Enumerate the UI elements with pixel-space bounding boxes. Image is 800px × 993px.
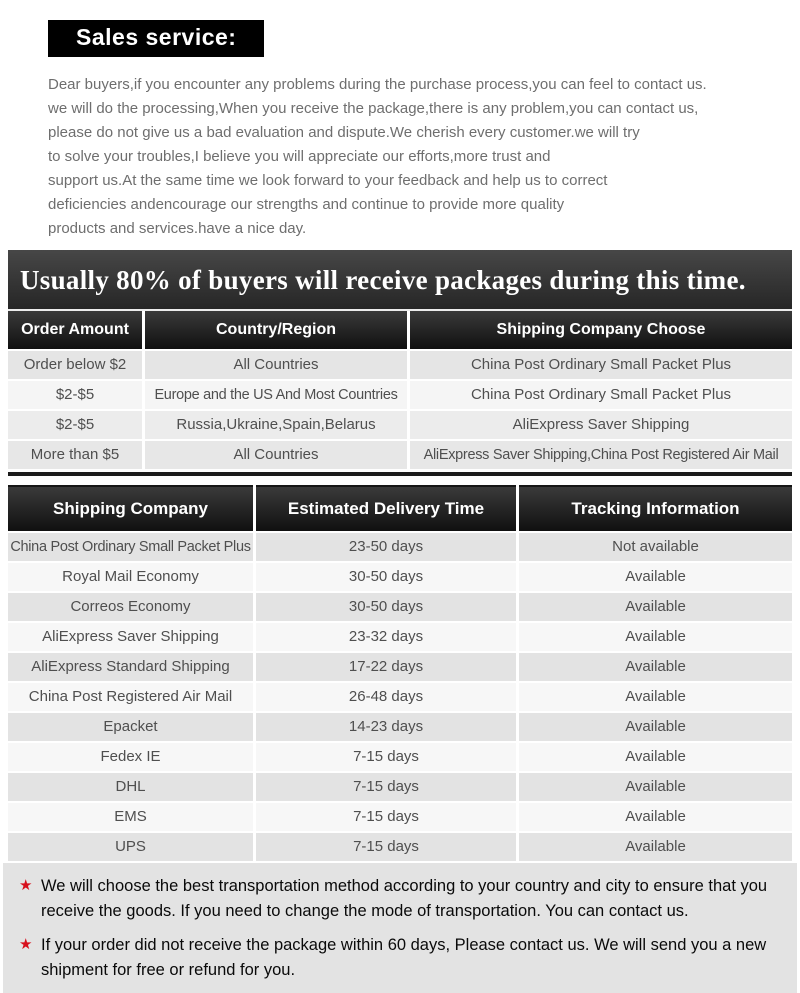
table-cell: Europe and the US And Most Countries [145, 381, 407, 409]
table-cell: Available [519, 773, 792, 801]
table-cell: 26-48 days [256, 683, 516, 711]
table-cell: 17-22 days [256, 653, 516, 681]
shipping-notes [3, 863, 797, 993]
intro-line: deficiencies andencourage our strengths and continue to provide more quality [48, 196, 565, 213]
intro-line: please do not give us a bad evaluation and dispute.We cherish every customer.we will try [48, 124, 640, 141]
table-cell: Royal Mail Economy [8, 563, 253, 591]
shipping-choice-table-header [8, 309, 792, 349]
table-cell: All Countries [145, 441, 407, 469]
table-row [8, 351, 792, 379]
table-cell: Available [519, 833, 792, 861]
table-cell: 30-50 days [256, 593, 516, 621]
table-row [8, 563, 792, 591]
table-cell: Available [519, 803, 792, 831]
table-cell: Available [519, 743, 792, 771]
table-cell: $2-$5 [8, 381, 142, 409]
table-cell: AliExpress Saver Shipping [8, 623, 253, 651]
table-cell: 7-15 days [256, 773, 516, 801]
column-header-tracking-information: Tracking Information [519, 485, 792, 531]
table-row [8, 441, 792, 469]
table-row [8, 381, 792, 409]
column-header-shipping-company-choose: Shipping Company Choose [410, 311, 792, 349]
star-icon: ★ [19, 877, 33, 894]
table-cell: China Post Registered Air Mail [8, 683, 253, 711]
table-row [8, 593, 792, 621]
table-cell: AliExpress Standard Shipping [8, 653, 253, 681]
table-cell: 23-32 days [256, 623, 516, 651]
table-cell: Available [519, 563, 792, 591]
table-row [8, 713, 792, 741]
table-row [8, 623, 792, 651]
delivery-time-table [8, 485, 792, 861]
table-row [8, 411, 792, 439]
table-cell: 7-15 days [256, 743, 516, 771]
shipping-choice-table-body [8, 351, 792, 469]
intro-line: support us.At the same time we look forward to your feedback and help us to correct [48, 172, 608, 189]
column-header-country-region: Country/Region [145, 311, 407, 349]
note-text: We will choose the best transportation method according to your country and city to ensure that you receive the goods. If you need to change the mode of transportation. You can contact us. [41, 877, 768, 920]
table-cell: China Post Ordinary Small Packet Plus [410, 351, 792, 379]
column-header-estimated-delivery-time: Estimated Delivery Time [256, 485, 516, 531]
table-cell: AliExpress Saver Shipping [410, 411, 792, 439]
table-cell: Fedex IE [8, 743, 253, 771]
table-cell: 7-15 days [256, 803, 516, 831]
table-cell: 7-15 days [256, 833, 516, 861]
column-header-shipping-company: Shipping Company [8, 485, 253, 531]
table-cell: 23-50 days [256, 533, 516, 561]
table-cell: Not available [519, 533, 792, 561]
intro-paragraph [48, 73, 800, 241]
table-cell: China Post Ordinary Small Packet Plus [8, 533, 253, 561]
intro-line: products and services.have a nice day. [48, 220, 307, 237]
table-cell: Epacket [8, 713, 253, 741]
table-cell: 30-50 days [256, 563, 516, 591]
intro-line: to solve your troubles,I believe you will appreciate our efforts,more trust and [48, 148, 551, 165]
table-cell: Available [519, 593, 792, 621]
note-item [19, 874, 783, 924]
table-cell: Order below $2 [8, 351, 142, 379]
banner-title: Usually 80% of buyers will receive packages during this time. [8, 250, 792, 309]
table-cell: More than $5 [8, 441, 142, 469]
table-cell: $2-$5 [8, 411, 142, 439]
note-text: If your order did not receive the package within 60 days, Please contact us. We will send you a new shipment for free or refund for you. [41, 936, 767, 979]
column-header-order-amount: Order Amount [8, 311, 142, 349]
table-row [8, 833, 792, 861]
shipping-choice-table [8, 309, 792, 476]
table-row [8, 683, 792, 711]
table-cell: Available [519, 713, 792, 741]
table-cell: Correos Economy [8, 593, 253, 621]
shipping-banner [8, 250, 792, 476]
delivery-time-table-header [8, 485, 792, 531]
table-row [8, 743, 792, 771]
star-icon: ★ [19, 936, 33, 953]
delivery-time-table-body [8, 533, 792, 861]
table-cell: Available [519, 623, 792, 651]
table-row [8, 803, 792, 831]
table-cell: Russia,Ukraine,Spain,Belarus [145, 411, 407, 439]
table-cell: Available [519, 653, 792, 681]
table-cell: China Post Ordinary Small Packet Plus [410, 381, 792, 409]
intro-line: Dear buyers,if you encounter any problems during the purchase process,you can feel to contact us. [48, 76, 707, 93]
table-cell: DHL [8, 773, 253, 801]
table-cell: EMS [8, 803, 253, 831]
sales-service-badge: Sales service: [48, 20, 264, 57]
table-cell: UPS [8, 833, 253, 861]
table-row [8, 773, 792, 801]
intro-line: we will do the processing,When you receive the package,there is any problem,you can contact us, [48, 100, 699, 117]
table-cell: Available [519, 683, 792, 711]
table-cell: 14-23 days [256, 713, 516, 741]
table-cell: All Countries [145, 351, 407, 379]
note-item [19, 933, 783, 983]
table-row [8, 533, 792, 561]
table-row [8, 653, 792, 681]
table-cell: AliExpress Saver Shipping,China Post Registered Air Mail [410, 441, 792, 469]
